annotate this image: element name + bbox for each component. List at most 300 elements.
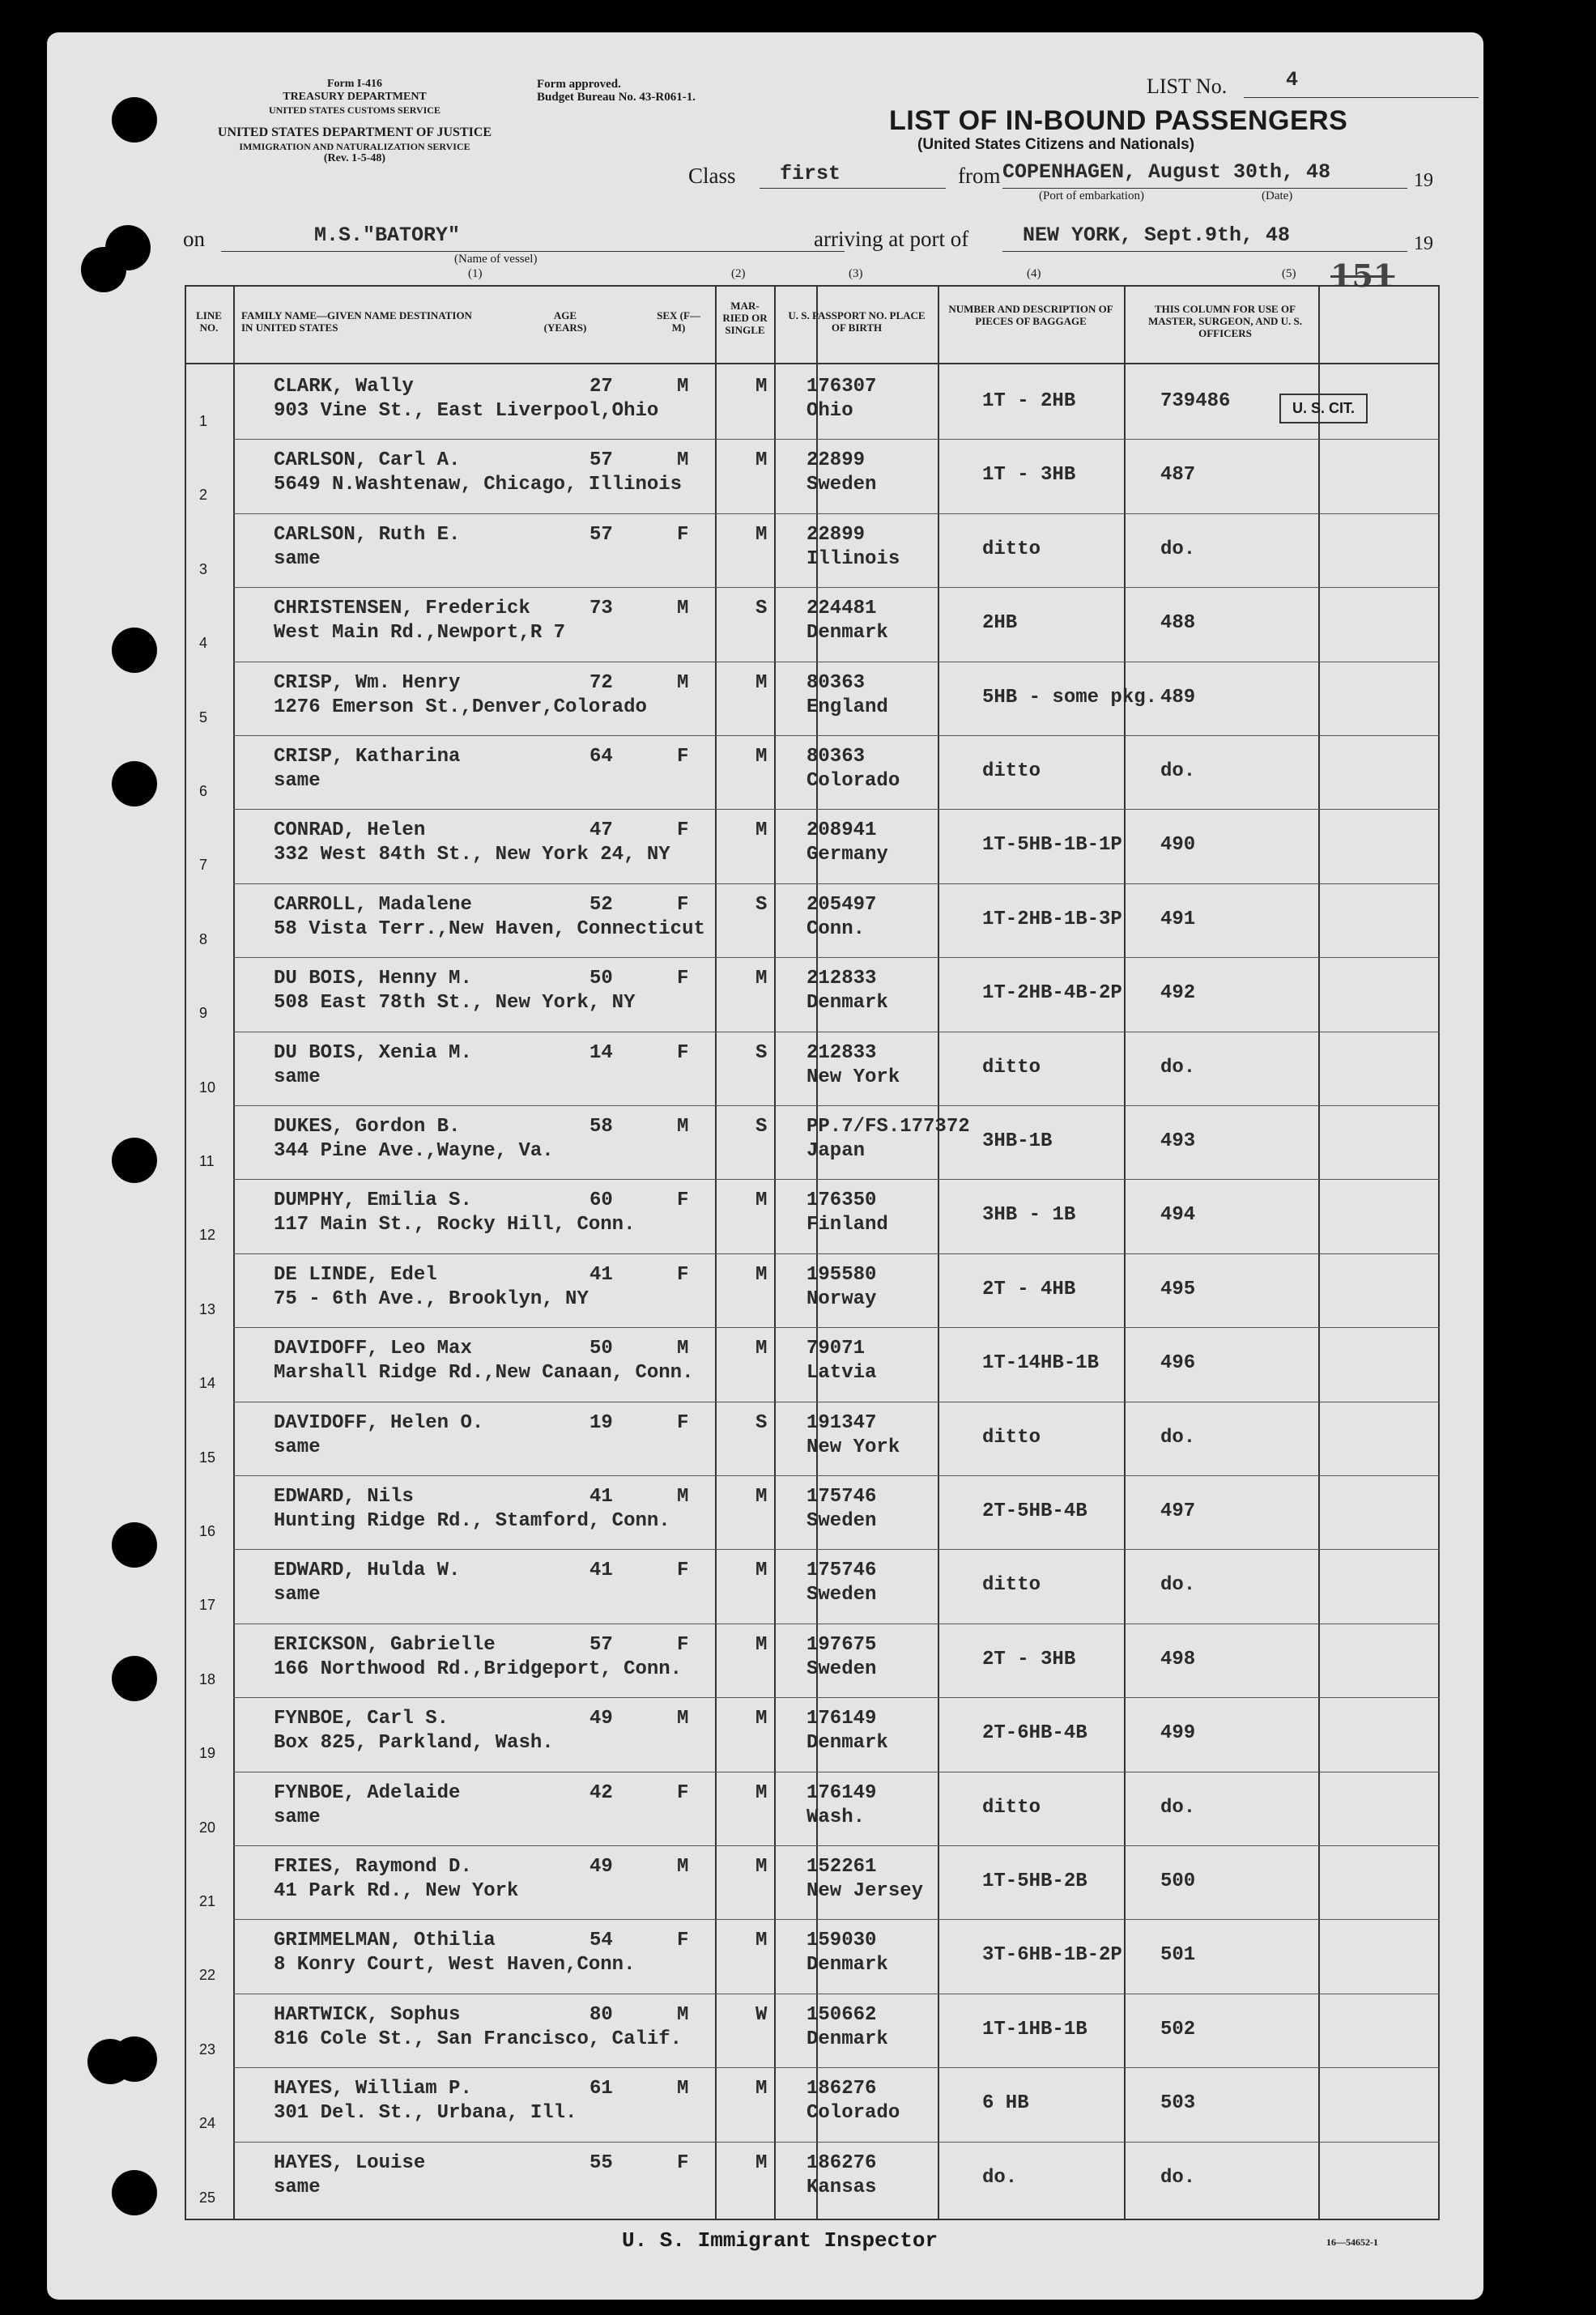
- age: 19: [589, 1411, 613, 1434]
- baggage: do.: [982, 2166, 1018, 2189]
- line-number: 6: [199, 783, 208, 799]
- col-num-3: (3): [849, 267, 863, 280]
- officer-number: do.: [1160, 538, 1196, 560]
- sex: F: [677, 1411, 689, 1434]
- baggage: 6 HB: [982, 2092, 1029, 2115]
- sex: F: [677, 819, 689, 842]
- place-of-birth: New York: [807, 1066, 900, 1088]
- col-num-1: (1): [468, 267, 483, 280]
- age: 52: [589, 893, 613, 916]
- baggage: 1T-1HB-1B: [982, 2018, 1087, 2041]
- age: 64: [589, 746, 613, 768]
- list-number: 4: [1286, 68, 1299, 91]
- table-row: [185, 662, 1440, 736]
- punch-hole: [112, 761, 157, 806]
- passenger-name: CLARK, Wally: [274, 376, 414, 398]
- destination: same: [274, 2176, 321, 2198]
- marital-status: S: [755, 1116, 768, 1138]
- table-row: [185, 440, 1440, 513]
- passenger-name: CONRAD, Helen: [274, 819, 426, 842]
- officer-number: 498: [1160, 1648, 1196, 1670]
- table-row: [185, 1402, 1440, 1476]
- baggage: 3T-6HB-1B-2P: [982, 1944, 1122, 1967]
- place-of-birth: Sweden: [807, 1584, 877, 1606]
- year-suffix: 19: [1414, 170, 1433, 191]
- passport-number: 186276: [807, 2151, 877, 2174]
- marital-status: M: [755, 523, 768, 546]
- line-number: 19: [199, 1745, 216, 1762]
- table-row: [185, 1328, 1440, 1402]
- destination: 117 Main St., Rocky Hill, Conn.: [274, 1214, 636, 1236]
- place-of-birth: Norway: [807, 1287, 877, 1310]
- sex: M: [677, 1708, 689, 1730]
- passenger-name: DAVIDOFF, Helen O.: [274, 1411, 484, 1434]
- sex: F: [677, 1781, 689, 1804]
- baggage: 3HB - 1B: [982, 1204, 1076, 1227]
- passenger-name: CRISP, Wm. Henry: [274, 671, 461, 694]
- place-of-birth: Colorado: [807, 2102, 900, 2125]
- line-number: 1: [199, 413, 208, 429]
- sex: F: [677, 1633, 689, 1656]
- table-row: [185, 1772, 1440, 1846]
- passport-number: 176149: [807, 1708, 877, 1730]
- passport-number: 80363: [807, 671, 866, 694]
- from-value: COPENHAGEN, August 30th, 48: [1002, 160, 1331, 184]
- baggage: 1T-5HB-1B-1P: [982, 834, 1122, 857]
- place-of-birth: Wash.: [807, 1806, 866, 1828]
- sex: F: [677, 2151, 689, 2174]
- class-value: first: [780, 162, 841, 185]
- destination: 75 - 6th Ave., Brooklyn, NY: [274, 1287, 589, 1310]
- age: 47: [589, 819, 613, 842]
- line-number: 16: [199, 1523, 216, 1539]
- destination: Hunting Ridge Rd., Stamford, Conn.: [274, 1510, 670, 1532]
- sex: M: [677, 1856, 689, 1878]
- place-of-birth: Conn.: [807, 917, 866, 940]
- treasury-dept: TREASURY DEPARTMENT: [283, 91, 427, 103]
- destination: 816 Cole St., San Francisco, Calif.: [274, 2028, 683, 2050]
- officer-number: 487: [1160, 464, 1196, 487]
- table-row: [185, 514, 1440, 588]
- officer-number: do.: [1160, 1574, 1196, 1597]
- marital-status: M: [755, 1930, 768, 1952]
- line-number: 8: [199, 930, 208, 947]
- destination: 903 Vine St., East Liverpool,Ohio: [274, 400, 659, 422]
- destination: same: [274, 1584, 321, 1606]
- destination: 301 Del. St., Urbana, Ill.: [274, 2102, 577, 2125]
- marital-status: S: [755, 598, 768, 620]
- officer-number: do.: [1160, 1056, 1196, 1079]
- col-num-4: (4): [1027, 267, 1041, 280]
- baggage: 5HB - some pkg.: [982, 686, 1158, 709]
- passport-number: 208941: [807, 819, 877, 842]
- passport-number: 159030: [807, 1930, 877, 1952]
- baggage: 1T-5HB-2B: [982, 1870, 1087, 1892]
- table-row: [185, 1550, 1440, 1623]
- officer-number: do.: [1160, 760, 1196, 782]
- col-header-passport: U. S. PASSPORT NO. PLACE OF BIRTH: [788, 309, 926, 334]
- sex: M: [677, 1338, 689, 1360]
- table-row: [185, 1846, 1440, 1920]
- passenger-name: DE LINDE, Edel: [274, 1263, 437, 1286]
- line-number: 22: [199, 1967, 216, 1984]
- age: 57: [589, 449, 613, 472]
- age: 42: [589, 1781, 613, 1804]
- place-of-birth: Ohio: [807, 400, 853, 422]
- date-caption: (Date): [1262, 189, 1293, 202]
- line-number: 20: [199, 1819, 216, 1836]
- table-row: [185, 1032, 1440, 1106]
- marital-status: S: [755, 893, 768, 916]
- age: 55: [589, 2151, 613, 2174]
- place-of-birth: Finland: [807, 1214, 888, 1236]
- line-number: 11: [199, 1153, 215, 1169]
- punch-hole: [112, 1522, 157, 1568]
- officer-number: 489: [1160, 686, 1196, 709]
- col-header-baggage: NUMBER AND DESCRIPTION OF PIECES OF BAGGAGE: [948, 303, 1113, 327]
- marital-status: M: [755, 2078, 768, 2100]
- place-of-birth: Latvia: [807, 1362, 877, 1385]
- passport-number: PP.7/FS.177372: [807, 1116, 970, 1138]
- sex: M: [677, 1116, 689, 1138]
- age: 14: [589, 1041, 613, 1064]
- table-row: [185, 366, 1440, 440]
- passport-number: 191347: [807, 1411, 877, 1434]
- table-row: [185, 958, 1440, 1032]
- baggage: 1T - 3HB: [982, 464, 1076, 487]
- destination: same: [274, 1436, 321, 1458]
- passport-number: 79071: [807, 1338, 866, 1360]
- destination: West Main Rd.,Newport,R 7: [274, 622, 566, 645]
- marital-status: M: [755, 2151, 768, 2174]
- marital-status: M: [755, 1263, 768, 1286]
- baggage: 1T - 2HB: [982, 390, 1076, 412]
- form-code: 16—54652-1: [1326, 2236, 1378, 2248]
- marital-status: M: [755, 449, 768, 472]
- destination: 41 Park Rd., New York: [274, 1880, 519, 1902]
- place-of-birth: Sweden: [807, 1510, 877, 1532]
- destination: Marshall Ridge Rd.,New Canaan, Conn.: [274, 1362, 694, 1385]
- age: 57: [589, 1633, 613, 1656]
- col-header-sex: SEX (F—M): [657, 309, 700, 334]
- sex: F: [677, 1041, 689, 1064]
- baggage: ditto: [982, 1056, 1041, 1079]
- list-label: LIST No.: [1147, 74, 1228, 98]
- form-number: Form I-416: [326, 78, 383, 90]
- officer-number: 739486: [1160, 390, 1231, 412]
- age: 54: [589, 1930, 613, 1952]
- marital-status: M: [755, 1708, 768, 1730]
- destination: same: [274, 770, 321, 792]
- destination: 1276 Emerson St.,Denver,Colorado: [274, 696, 647, 718]
- marital-status: M: [755, 1486, 768, 1508]
- officer-number: 488: [1160, 612, 1196, 635]
- destination: 344 Pine Ave.,Wayne, Va.: [274, 1140, 554, 1162]
- passport-number: 197675: [807, 1633, 877, 1656]
- line-number: 4: [199, 635, 208, 652]
- officer-number: 491: [1160, 908, 1196, 930]
- passport-number: 152261: [807, 1856, 877, 1878]
- officer-number: 503: [1160, 2092, 1196, 2115]
- marital-status: M: [755, 376, 768, 398]
- age: 49: [589, 1856, 613, 1878]
- col-header-age: AGE (YEARS): [543, 309, 587, 334]
- officer-number: 496: [1160, 1352, 1196, 1375]
- sex: M: [677, 2078, 689, 2100]
- line-number: 13: [199, 1300, 216, 1317]
- line-number: 23: [199, 2041, 216, 2058]
- line-number: 17: [199, 1597, 216, 1614]
- age: 60: [589, 1189, 613, 1212]
- line-number: 24: [199, 2115, 216, 2132]
- sex: F: [677, 968, 689, 990]
- sex: F: [677, 1930, 689, 1952]
- sex: F: [677, 1263, 689, 1286]
- age: 41: [589, 1560, 613, 1582]
- age: 58: [589, 1116, 613, 1138]
- destination: same: [274, 1806, 321, 1828]
- passenger-name: DAVIDOFF, Leo Max: [274, 1338, 472, 1360]
- marital-status: M: [755, 1856, 768, 1878]
- baggage: 3HB-1B: [982, 1130, 1053, 1152]
- passport-number: 195580: [807, 1263, 877, 1286]
- sex: M: [677, 671, 689, 694]
- us-citizen-stamp: U. S. CIT.: [1279, 394, 1368, 423]
- passenger-name: EDWARD, Hulda W.: [274, 1560, 461, 1582]
- baggage: 1T-2HB-4B-2P: [982, 982, 1122, 1005]
- officer-number: do.: [1160, 1426, 1196, 1449]
- passenger-name: FYNBOE, Carl S.: [274, 1708, 449, 1730]
- baggage: ditto: [982, 538, 1041, 560]
- officer-number: 497: [1160, 1500, 1196, 1522]
- age: 41: [589, 1486, 613, 1508]
- passenger-name: HAYES, William P.: [274, 2078, 472, 2100]
- officer-number: 495: [1160, 1278, 1196, 1300]
- col-header-married: MAR-RIED OR SINGLE: [722, 300, 768, 336]
- passport-number: 186276: [807, 2078, 877, 2100]
- passenger-name: ERICKSON, Gabrielle: [274, 1633, 496, 1656]
- line-number: 3: [199, 560, 208, 577]
- officer-number: 490: [1160, 834, 1196, 857]
- place-of-birth: Denmark: [807, 2028, 888, 2050]
- baggage: ditto: [982, 760, 1041, 782]
- line-number: 10: [199, 1079, 216, 1096]
- line-number: 12: [199, 1227, 216, 1244]
- baggage: 1T-14HB-1B: [982, 1352, 1100, 1375]
- place-of-birth: Sweden: [807, 1658, 877, 1680]
- class-label: Class: [688, 164, 736, 188]
- place-of-birth: Denmark: [807, 1732, 888, 1755]
- form-approved: Form approved.: [537, 78, 621, 91]
- port-caption: (Port of embarkation): [1039, 189, 1144, 202]
- baggage: 2T-5HB-4B: [982, 1500, 1087, 1522]
- age: 49: [589, 1708, 613, 1730]
- table-row: [185, 1994, 1440, 2068]
- customs-service: UNITED STATES CUSTOMS SERVICE: [269, 104, 440, 116]
- place-of-birth: Sweden: [807, 474, 877, 496]
- line-number: 21: [199, 1893, 216, 1909]
- passenger-name: HARTWICK, Sophus: [274, 2003, 461, 2026]
- passenger-table: [185, 285, 1440, 2253]
- passport-number: 212833: [807, 1041, 877, 1064]
- line-number: 14: [199, 1375, 216, 1392]
- passport-number: 176307: [807, 376, 877, 398]
- destination: Box 825, Parkland, Wash.: [274, 1732, 554, 1755]
- sex: M: [677, 1486, 689, 1508]
- sex: F: [677, 523, 689, 546]
- sex: F: [677, 893, 689, 916]
- sex: M: [677, 376, 689, 398]
- destination: 8 Konry Court, West Haven,Conn.: [274, 1954, 636, 1977]
- place-of-birth: Japan: [807, 1140, 866, 1162]
- officer-number: 492: [1160, 982, 1196, 1005]
- sex: F: [677, 746, 689, 768]
- line-number: 2: [199, 487, 208, 504]
- passenger-name: CHRISTENSEN, Frederick: [274, 598, 530, 620]
- passenger-name: EDWARD, Nils: [274, 1486, 414, 1508]
- passport-number: 22899: [807, 449, 866, 472]
- marital-status: M: [755, 819, 768, 842]
- table-row: [185, 588, 1440, 662]
- age: 72: [589, 671, 613, 694]
- age: 61: [589, 2078, 613, 2100]
- col-header-officers: THIS COLUMN FOR USE OF MASTER, SURGEON, AND U. S. OFFICERS: [1148, 303, 1302, 339]
- age: 57: [589, 523, 613, 546]
- passenger-name: CARROLL, Madalene: [274, 893, 472, 916]
- page-title: LIST OF IN-BOUND PASSENGERS: [889, 105, 1348, 136]
- on-label: on: [183, 227, 205, 251]
- baggage: ditto: [982, 1426, 1041, 1449]
- sex: F: [677, 1189, 689, 1212]
- passenger-name: DUKES, Gordon B.: [274, 1116, 461, 1138]
- passport-number: 175746: [807, 1486, 877, 1508]
- table-row: [185, 1920, 1440, 1994]
- passport-number: 80363: [807, 746, 866, 768]
- passport-number: 22899: [807, 523, 866, 546]
- table-row: [185, 2143, 1440, 2216]
- age: 27: [589, 376, 613, 398]
- punch-hole: [112, 97, 157, 143]
- baggage: ditto: [982, 1796, 1041, 1819]
- marital-status: M: [755, 968, 768, 990]
- baggage: ditto: [982, 1574, 1041, 1597]
- passport-number: 224481: [807, 598, 877, 620]
- marital-status: M: [755, 1189, 768, 1212]
- line-number: 25: [199, 2189, 216, 2206]
- place-of-birth: Germany: [807, 844, 888, 866]
- passport-number: 175746: [807, 1560, 877, 1582]
- age: 73: [589, 598, 613, 620]
- from-label: from: [958, 164, 1001, 188]
- arriving-label: arriving at port of: [814, 227, 969, 251]
- table-row: [185, 884, 1440, 958]
- vessel-caption: (Name of vessel): [454, 253, 538, 266]
- passport-number: 212833: [807, 968, 877, 990]
- vessel-name: M.S."BATORY": [314, 223, 461, 247]
- passenger-name: DU BOIS, Henny M.: [274, 968, 472, 990]
- age: 41: [589, 1263, 613, 1286]
- punch-hole: [112, 628, 157, 673]
- marital-status: M: [755, 1633, 768, 1656]
- punch-hole: [105, 225, 151, 270]
- col-header-line-no: LINE NO.: [196, 309, 222, 334]
- line-number: 15: [199, 1449, 216, 1466]
- marital-status: M: [755, 746, 768, 768]
- line-number: 9: [199, 1005, 208, 1022]
- table-row: [185, 1698, 1440, 1772]
- inspector-label: U. S. Immigrant Inspector: [622, 2228, 938, 2253]
- place-of-birth: Denmark: [807, 1954, 888, 1977]
- page-number: 151: [1330, 257, 1395, 294]
- table-row: [185, 810, 1440, 883]
- passenger-name: CRISP, Katharina: [274, 746, 461, 768]
- punch-hole: [112, 1656, 157, 1701]
- marital-status: M: [755, 1560, 768, 1582]
- punch-hole: [112, 2170, 157, 2215]
- baggage: 2HB: [982, 612, 1018, 635]
- justice-dept: UNITED STATES DEPARTMENT OF JUSTICE: [217, 126, 492, 139]
- page-subtitle: (United States Citizens and Nationals): [917, 136, 1195, 153]
- table-row: [185, 1476, 1440, 1550]
- place-of-birth: New York: [807, 1436, 900, 1458]
- passport-number: 205497: [807, 893, 877, 916]
- passenger-name: CARLSON, Ruth E.: [274, 523, 461, 546]
- punch-hole: [112, 1138, 157, 1183]
- baggage: 2T - 4HB: [982, 1278, 1076, 1300]
- officer-number: 502: [1160, 2018, 1196, 2041]
- officer-number: 500: [1160, 1870, 1196, 1892]
- age: 80: [589, 2003, 613, 2026]
- passenger-name: DUMPHY, Emilia S.: [274, 1189, 472, 1212]
- officer-number: 499: [1160, 1722, 1196, 1745]
- place-of-birth: Illinois: [807, 547, 900, 570]
- passport-number: 176149: [807, 1781, 877, 1804]
- passenger-name: DU BOIS, Xenia M.: [274, 1041, 472, 1064]
- table-row: [185, 1624, 1440, 1698]
- year-suffix-2: 19: [1414, 233, 1433, 254]
- passenger-name: HAYES, Louise: [274, 2151, 426, 2174]
- officer-number: do.: [1160, 2166, 1196, 2189]
- marital-status: M: [755, 671, 768, 694]
- ins-service: IMMIGRATION AND NATURALIZATION SERVICE: [239, 141, 470, 152]
- passenger-name: FYNBOE, Adelaide: [274, 1781, 461, 1804]
- passenger-name: GRIMMELMAN, Othilia: [274, 1930, 496, 1952]
- arrival-port: NEW YORK, Sept.9th, 48: [1023, 223, 1291, 247]
- budget-bureau: Budget Bureau No. 43-R061-1.: [537, 91, 696, 104]
- baggage: 2T-6HB-4B: [982, 1722, 1087, 1745]
- destination: same: [274, 547, 321, 570]
- passenger-name: CARLSON, Carl A.: [274, 449, 461, 472]
- officer-number: 501: [1160, 1944, 1196, 1967]
- destination: 5649 N.Washtenaw, Chicago, Illinois: [274, 474, 683, 496]
- table-row: [185, 1106, 1440, 1180]
- officer-number: 494: [1160, 1204, 1196, 1227]
- table-row: [185, 1180, 1440, 1253]
- place-of-birth: England: [807, 696, 888, 718]
- table-row: [185, 2068, 1440, 2142]
- age: 50: [589, 1338, 613, 1360]
- sex: M: [677, 2003, 689, 2026]
- col-num-2: (2): [731, 267, 746, 280]
- col-header-name: FAMILY NAME—GIVEN NAME DESTINATION IN UNITED STATES: [241, 309, 472, 334]
- table-row: [185, 1254, 1440, 1328]
- officer-number: do.: [1160, 1796, 1196, 1819]
- baggage: 2T - 3HB: [982, 1648, 1076, 1670]
- destination: 58 Vista Terr.,New Haven, Connecticut: [274, 917, 705, 940]
- destination: same: [274, 1066, 321, 1088]
- passenger-name: FRIES, Raymond D.: [274, 1856, 472, 1878]
- sex: M: [677, 449, 689, 472]
